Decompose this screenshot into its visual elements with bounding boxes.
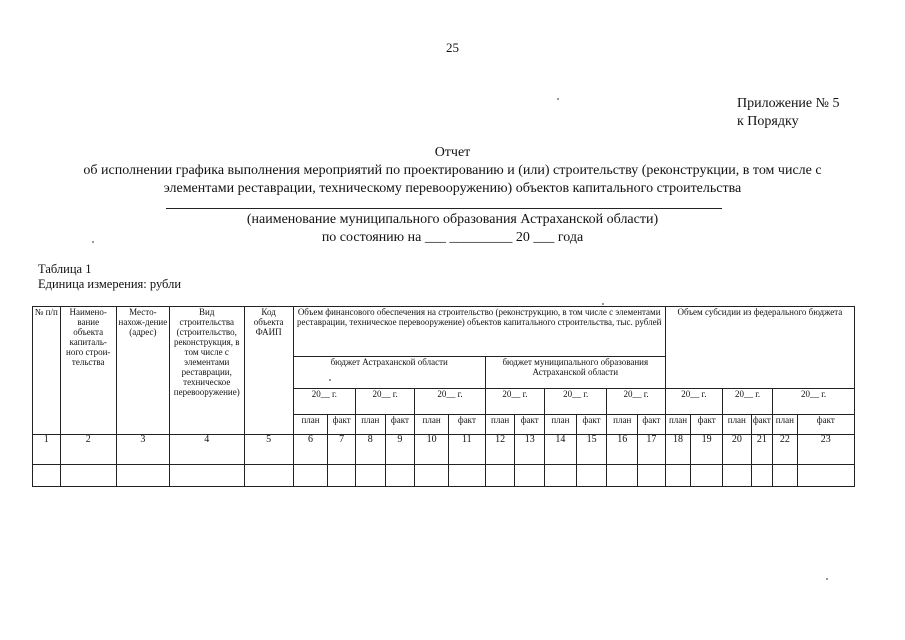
column-number: 22: [773, 435, 798, 465]
page-number: 25: [446, 40, 459, 55]
municipality-blank-line: [166, 208, 722, 209]
appendix-line-1: Приложение № 5: [737, 96, 840, 111]
column-number: 12: [485, 435, 515, 465]
header-fact: факт: [328, 415, 356, 435]
header-plan: план: [723, 415, 752, 435]
table-caption: [38, 262, 181, 292]
column-number: 13: [515, 435, 545, 465]
scan-speck: [329, 379, 331, 381]
empty-cell: [385, 465, 415, 487]
header-year: 20__ г.: [293, 389, 355, 415]
column-number: 7: [328, 435, 356, 465]
header-col-number: № п/п: [33, 307, 61, 435]
empty-cell: [691, 465, 723, 487]
empty-cell: [607, 465, 638, 487]
column-number: 18: [665, 435, 691, 465]
report-table: [32, 306, 855, 487]
column-number: 16: [607, 435, 638, 465]
empty-cell: [355, 465, 385, 487]
empty-cell: [723, 465, 752, 487]
header-subsidy-group: Объем субсидии из федерального бюджета: [665, 307, 854, 389]
column-number: 6: [293, 435, 328, 465]
empty-cell: [415, 465, 449, 487]
empty-cell: [33, 465, 61, 487]
column-number: 10: [415, 435, 449, 465]
header-financing-group: Объем финансового обеспечения на строительство (реконструкцию, в том числе с элементами реставрации, техническое перевооружение) объектов капитального строительства, тыс. рублей: [293, 307, 665, 357]
header-municipal-budget: бюджет муниципального образования Астраханской области: [485, 357, 665, 389]
empty-cell: [60, 465, 116, 487]
header-year: 20__ г.: [415, 389, 486, 415]
column-number: 5: [244, 435, 293, 465]
scan-speck: [602, 303, 604, 305]
column-number: 11: [448, 435, 485, 465]
column-number: 19: [691, 435, 723, 465]
empty-cell: [797, 465, 854, 487]
empty-cell: [665, 465, 691, 487]
title-line-3: элементами реставрации, техническому перевооружению) объектов капитального строительства: [163, 181, 742, 196]
header-year: 20__ г.: [773, 389, 855, 415]
empty-cell: [169, 465, 244, 487]
header-faip-code: Код объекта ФАИП: [244, 307, 293, 435]
header-object-name: Наимено-вание объекта капиталь-ного строи-тельства: [60, 307, 116, 435]
column-number: 4: [169, 435, 244, 465]
header-plan: план: [665, 415, 691, 435]
column-number: 1: [33, 435, 61, 465]
header-year: 20__ г.: [545, 389, 607, 415]
column-number: 8: [355, 435, 385, 465]
empty-cell: [116, 465, 169, 487]
empty-cell: [515, 465, 545, 487]
empty-cell: [638, 465, 666, 487]
column-number: 15: [576, 435, 607, 465]
title-line-2: об исполнении графика выполнения мероприятий по проектированию и (или) строительству (реконструкции, в том числе с: [83, 163, 822, 178]
empty-cell: [576, 465, 607, 487]
header-year: 20__ г.: [723, 389, 773, 415]
header-year: 20__ г.: [355, 389, 414, 415]
column-number: 9: [385, 435, 415, 465]
header-year: 20__ г.: [607, 389, 665, 415]
table-number: Таблица 1: [38, 262, 92, 276]
empty-cell: [485, 465, 515, 487]
column-number: 14: [545, 435, 577, 465]
header-location: Место-нахож-дение (адрес): [116, 307, 169, 435]
empty-cell: [751, 465, 772, 487]
header-plan: план: [485, 415, 515, 435]
header-construction-type: Вид строительства (строительство, реконструкция, в том числе с элементами реставрации, техническое перевооружение): [169, 307, 244, 435]
header-plan: план: [355, 415, 385, 435]
empty-cell: [773, 465, 798, 487]
header-fact: факт: [638, 415, 666, 435]
municipality-caption: (наименование муниципального образования Астраханской области): [246, 212, 659, 227]
header-fact: факт: [515, 415, 545, 435]
header-fact: факт: [751, 415, 772, 435]
header-plan: план: [607, 415, 638, 435]
header-fact: факт: [691, 415, 723, 435]
report-date-line: по состоянию на ___ _________ 20 ___ года: [321, 230, 584, 245]
header-year: 20__ г.: [665, 389, 722, 415]
header-plan: план: [545, 415, 577, 435]
header-year: 20__ г.: [485, 389, 544, 415]
header-fact: факт: [385, 415, 415, 435]
column-number: 3: [116, 435, 169, 465]
scan-speck: [826, 578, 828, 580]
column-number: 17: [638, 435, 666, 465]
empty-cell: [448, 465, 485, 487]
scan-speck: [92, 241, 94, 243]
empty-cell: [328, 465, 356, 487]
empty-data-row: [33, 465, 855, 487]
column-number: 21: [751, 435, 772, 465]
appendix-line-2: к Порядку: [737, 114, 799, 129]
header-plan: план: [773, 415, 798, 435]
scan-speck: [557, 98, 559, 100]
table-unit: Единица измерения: рубли: [38, 277, 182, 291]
empty-cell: [545, 465, 577, 487]
header-fact: факт: [797, 415, 854, 435]
title-line-1: Отчет: [434, 145, 471, 160]
column-number: 20: [723, 435, 752, 465]
column-number: 2: [60, 435, 116, 465]
header-plan: план: [293, 415, 328, 435]
report-title: [0, 144, 905, 198]
header-fact: факт: [448, 415, 485, 435]
empty-cell: [293, 465, 328, 487]
header-regional-budget: бюджет Астраханской области: [293, 357, 485, 389]
column-number-row: [33, 435, 855, 465]
empty-cell: [244, 465, 293, 487]
header-fact: факт: [576, 415, 607, 435]
appendix-heading: [737, 95, 840, 131]
header-plan: план: [415, 415, 449, 435]
column-number: 23: [797, 435, 854, 465]
